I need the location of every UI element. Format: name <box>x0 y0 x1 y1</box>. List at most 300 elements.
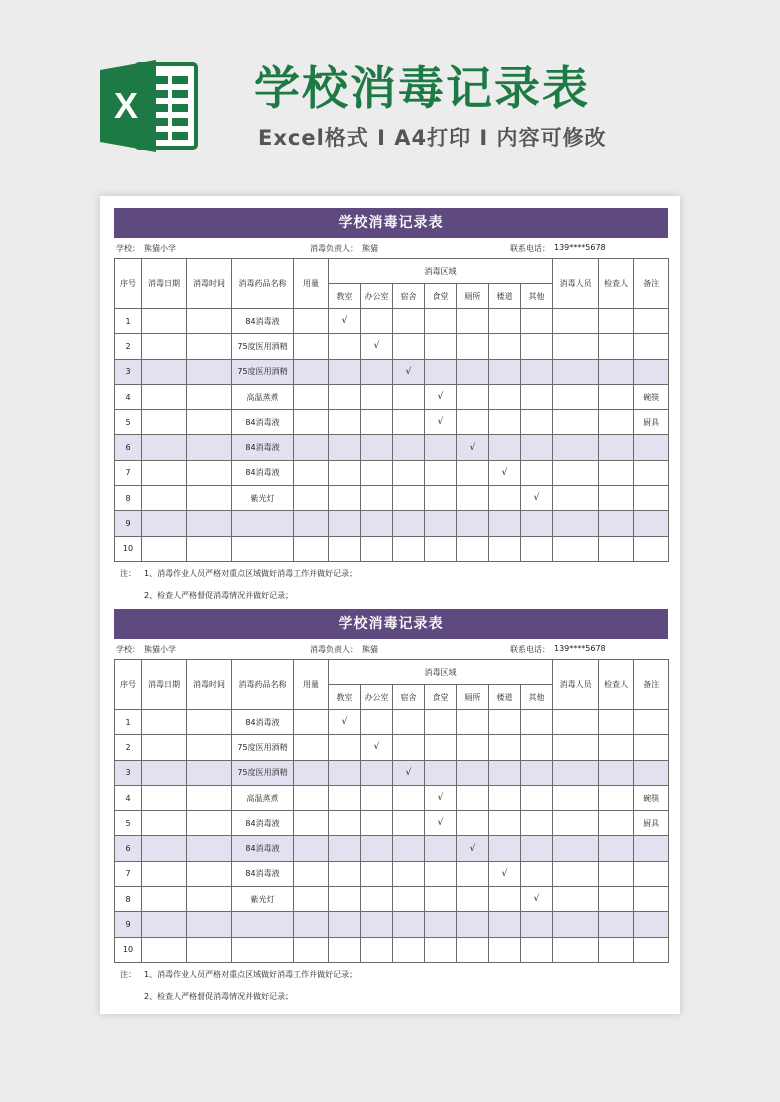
cell-remark <box>634 359 669 384</box>
cell-remark: 碗筷 <box>634 785 669 810</box>
cell-date <box>142 334 187 359</box>
cell-staff <box>553 912 599 937</box>
cell-seq: 4 <box>115 785 142 810</box>
notes <box>114 562 668 606</box>
cell-staff <box>553 460 599 485</box>
cell-area-check <box>329 410 361 435</box>
cell-area-check <box>457 486 489 511</box>
cell-area-check <box>425 486 457 511</box>
cell-seq: 9 <box>115 912 142 937</box>
cell-drug: 84消毒液 <box>232 836 294 861</box>
cell-area-check <box>329 486 361 511</box>
cell-area-check <box>329 760 361 785</box>
cell-area-check <box>489 735 521 760</box>
header-date: 消毒日期 <box>142 660 187 710</box>
header-drug: 消毒药品名称 <box>232 660 294 710</box>
table-row <box>115 887 669 912</box>
cell-staff <box>553 811 599 836</box>
cell-area-check <box>425 760 457 785</box>
cell-time <box>187 887 232 912</box>
header-area-item: 办公室 <box>361 685 393 710</box>
cell-area-check <box>457 735 489 760</box>
cell-staff <box>553 836 599 861</box>
cell-staff <box>553 309 599 334</box>
cell-area-check <box>425 887 457 912</box>
cell-area-check <box>361 460 393 485</box>
table-row <box>115 410 669 435</box>
cell-area-check <box>393 334 425 359</box>
cell-remark <box>634 460 669 485</box>
cell-area-check <box>329 435 361 460</box>
cell-area-check <box>329 334 361 359</box>
cell-staff <box>553 435 599 460</box>
table-row <box>115 486 669 511</box>
cell-amount <box>294 836 329 861</box>
cell-amount <box>294 760 329 785</box>
cell-date <box>142 760 187 785</box>
table-row <box>115 334 669 359</box>
cell-area-check <box>329 912 361 937</box>
cell-staff <box>553 861 599 886</box>
cell-remark <box>634 735 669 760</box>
cell-staff <box>553 887 599 912</box>
cell-area-check <box>489 511 521 536</box>
cell-area-check <box>425 334 457 359</box>
cell-seq: 6 <box>115 836 142 861</box>
cell-remark <box>634 334 669 359</box>
cell-area-check <box>361 309 393 334</box>
cell-date <box>142 309 187 334</box>
cell-time <box>187 861 232 886</box>
cell-area-check <box>393 410 425 435</box>
cell-area-check <box>521 536 553 561</box>
cell-date <box>142 384 187 409</box>
note-2: 2、检查人严格督促消毒情况并做好记录； <box>144 590 294 600</box>
cell-area-check <box>425 460 457 485</box>
cell-area-check <box>521 811 553 836</box>
cell-seq: 7 <box>115 861 142 886</box>
cell-inspector <box>599 486 634 511</box>
cell-area-check <box>329 359 361 384</box>
cell-area-check <box>457 511 489 536</box>
cell-area-check <box>329 735 361 760</box>
cell-inspector <box>599 460 634 485</box>
table-row <box>115 511 669 536</box>
cell-area-check <box>393 460 425 485</box>
header-row <box>115 660 669 685</box>
cell-area-check <box>425 359 457 384</box>
cell-inspector <box>599 309 634 334</box>
cell-date <box>142 785 187 810</box>
cell-area-check <box>521 861 553 886</box>
notes-label: 注： <box>120 969 136 979</box>
cell-area-check <box>329 536 361 561</box>
record-sheet-1 <box>114 208 668 606</box>
cell-area-check <box>425 435 457 460</box>
table-row <box>115 836 669 861</box>
cell-amount <box>294 359 329 384</box>
cell-time <box>187 536 232 561</box>
cell-inspector <box>599 887 634 912</box>
cell-area-check <box>521 384 553 409</box>
header-area-item: 宿舍 <box>393 284 425 309</box>
cell-seq: 10 <box>115 536 142 561</box>
cell-area-check <box>489 937 521 962</box>
cell-time <box>187 937 232 962</box>
table-row <box>115 937 669 962</box>
cell-inspector <box>599 785 634 810</box>
cell-time <box>187 435 232 460</box>
cell-area-check <box>361 785 393 810</box>
cell-inspector <box>599 861 634 886</box>
cell-area-check <box>489 410 521 435</box>
cell-drug: 75度医用酒精 <box>232 334 294 359</box>
cell-amount <box>294 309 329 334</box>
cell-area-check <box>521 334 553 359</box>
cell-area-check <box>457 861 489 886</box>
header-seq: 序号 <box>115 660 142 710</box>
cell-area-check <box>361 937 393 962</box>
manager-label: 消毒负责人： <box>310 244 358 253</box>
notes-label: 注： <box>120 568 136 578</box>
header-area: 消毒区域 <box>329 259 553 284</box>
cell-remark <box>634 861 669 886</box>
header-area-item: 厕所 <box>457 685 489 710</box>
cell-area-check <box>393 309 425 334</box>
paper-sheet <box>100 196 680 1014</box>
table-row <box>115 309 669 334</box>
cell-seq: 5 <box>115 811 142 836</box>
cell-area-check <box>521 359 553 384</box>
cell-area-check <box>361 710 393 735</box>
cell-area-check <box>393 536 425 561</box>
cell-area-check <box>457 887 489 912</box>
excel-logo-icon <box>100 58 200 154</box>
phone-value: 139****5678 <box>554 644 606 653</box>
header-date: 消毒日期 <box>142 259 187 309</box>
table-row <box>115 435 669 460</box>
cell-staff <box>553 735 599 760</box>
cell-amount <box>294 735 329 760</box>
cell-drug <box>232 511 294 536</box>
manager-label: 消毒负责人： <box>310 645 358 654</box>
cell-amount <box>294 410 329 435</box>
manager-value: 熊猫 <box>362 645 378 654</box>
cell-amount <box>294 937 329 962</box>
cell-amount <box>294 435 329 460</box>
cell-area-check: √ <box>489 460 521 485</box>
cell-area-check: √ <box>361 735 393 760</box>
cell-time <box>187 460 232 485</box>
cell-area-check <box>329 937 361 962</box>
header-area-item: 宿舍 <box>393 685 425 710</box>
cell-drug: 75度医用酒精 <box>232 735 294 760</box>
sheet-title: 学校消毒记录表 <box>114 609 668 639</box>
cell-area-check <box>521 912 553 937</box>
cell-inspector <box>599 410 634 435</box>
school-value: 熊猫小学 <box>144 244 176 253</box>
cell-remark <box>634 937 669 962</box>
cell-date <box>142 861 187 886</box>
cell-area-check <box>393 811 425 836</box>
cell-area-check: √ <box>489 861 521 886</box>
header-area-item: 楼道 <box>489 284 521 309</box>
header-inspector: 检查人 <box>599 660 634 710</box>
cell-area-check <box>393 785 425 810</box>
cell-time <box>187 912 232 937</box>
cell-staff <box>553 334 599 359</box>
cell-area-check <box>425 912 457 937</box>
cell-area-check <box>393 861 425 886</box>
cell-area-check <box>521 760 553 785</box>
cell-area-check <box>425 309 457 334</box>
cell-drug: 75度医用酒精 <box>232 760 294 785</box>
cell-staff <box>553 486 599 511</box>
cell-area-check <box>489 384 521 409</box>
sheet-title: 学校消毒记录表 <box>114 208 668 238</box>
cell-amount <box>294 486 329 511</box>
cell-seq: 2 <box>115 735 142 760</box>
cell-area-check <box>425 511 457 536</box>
header-remark: 备注 <box>634 259 669 309</box>
cell-staff <box>553 410 599 435</box>
cell-area-check <box>425 735 457 760</box>
cell-remark: 碗筷 <box>634 384 669 409</box>
header-remark: 备注 <box>634 660 669 710</box>
cell-area-check: √ <box>393 359 425 384</box>
cell-area-check: √ <box>329 710 361 735</box>
cell-area-check <box>521 836 553 861</box>
cell-seq: 3 <box>115 760 142 785</box>
cell-inspector <box>599 937 634 962</box>
cell-area-check <box>393 912 425 937</box>
table-row <box>115 384 669 409</box>
cell-remark <box>634 760 669 785</box>
cell-drug <box>232 536 294 561</box>
cell-date <box>142 511 187 536</box>
cell-area-check <box>329 785 361 810</box>
cell-area-check <box>393 710 425 735</box>
cell-inspector <box>599 536 634 561</box>
cell-time <box>187 359 232 384</box>
cell-remark: 厨具 <box>634 811 669 836</box>
cell-inspector <box>599 334 634 359</box>
header-area-item: 食堂 <box>425 685 457 710</box>
cell-area-check <box>425 937 457 962</box>
cell-drug: 高温蒸煮 <box>232 384 294 409</box>
header-seq: 序号 <box>115 259 142 309</box>
cell-time <box>187 735 232 760</box>
cell-date <box>142 937 187 962</box>
cell-area-check <box>393 735 425 760</box>
cell-remark <box>634 836 669 861</box>
cell-area-check <box>393 486 425 511</box>
cell-area-check <box>361 887 393 912</box>
cell-area-check <box>521 785 553 810</box>
cell-area-check <box>489 334 521 359</box>
cell-amount <box>294 887 329 912</box>
cell-drug: 紫光灯 <box>232 486 294 511</box>
header-inspector: 检查人 <box>599 259 634 309</box>
hero-banner <box>0 0 780 190</box>
cell-area-check <box>361 836 393 861</box>
header-area-item: 其他 <box>521 284 553 309</box>
cell-area-check <box>521 937 553 962</box>
cell-seq: 8 <box>115 486 142 511</box>
cell-area-check <box>457 785 489 810</box>
cell-drug <box>232 937 294 962</box>
cell-area-check <box>521 435 553 460</box>
cell-drug <box>232 912 294 937</box>
cell-area-check <box>361 486 393 511</box>
cell-area-check <box>329 861 361 886</box>
table-row <box>115 536 669 561</box>
info-row <box>114 639 668 659</box>
record-table <box>114 258 669 562</box>
cell-remark <box>634 486 669 511</box>
cell-area-check <box>329 887 361 912</box>
cell-area-check <box>425 861 457 886</box>
cell-seq: 6 <box>115 435 142 460</box>
cell-amount <box>294 861 329 886</box>
cell-inspector <box>599 384 634 409</box>
cell-time <box>187 309 232 334</box>
cell-area-check <box>361 410 393 435</box>
cell-time <box>187 710 232 735</box>
cell-area-check <box>393 887 425 912</box>
cell-time <box>187 811 232 836</box>
cell-seq: 5 <box>115 410 142 435</box>
phone-label: 联系电话： <box>510 244 550 253</box>
cell-area-check <box>393 511 425 536</box>
cell-date <box>142 435 187 460</box>
cell-amount <box>294 811 329 836</box>
cell-area-check <box>361 359 393 384</box>
cell-inspector <box>599 511 634 536</box>
cell-time <box>187 334 232 359</box>
table-row <box>115 811 669 836</box>
cell-area-check <box>457 811 489 836</box>
cell-area-check <box>457 410 489 435</box>
svg-text:X: X <box>113 85 139 126</box>
table-row <box>115 460 669 485</box>
header-drug: 消毒药品名称 <box>232 259 294 309</box>
cell-area-check <box>489 836 521 861</box>
cell-area-check <box>521 735 553 760</box>
cell-area-check: √ <box>393 760 425 785</box>
table-row <box>115 735 669 760</box>
header-area-item: 教室 <box>329 284 361 309</box>
cell-drug: 高温蒸煮 <box>232 785 294 810</box>
cell-area-check <box>489 710 521 735</box>
cell-remark <box>634 435 669 460</box>
cell-area-check <box>361 811 393 836</box>
school-label: 学校： <box>116 645 140 654</box>
cell-remark <box>634 912 669 937</box>
cell-date <box>142 486 187 511</box>
note-2: 2、检查人严格督促消毒情况并做好记录； <box>144 991 294 1001</box>
cell-area-check <box>393 937 425 962</box>
cell-amount <box>294 511 329 536</box>
cell-area-check <box>489 912 521 937</box>
cell-remark <box>634 511 669 536</box>
note-1: 1、消毒作业人员严格对重点区域做好消毒工作并做好记录； <box>144 568 358 578</box>
cell-time <box>187 410 232 435</box>
cell-remark <box>634 536 669 561</box>
cell-staff <box>553 710 599 735</box>
header-area: 消毒区域 <box>329 660 553 685</box>
cell-staff <box>553 937 599 962</box>
cell-seq: 10 <box>115 937 142 962</box>
cell-area-check <box>489 811 521 836</box>
cell-drug: 84消毒液 <box>232 861 294 886</box>
header-row <box>115 259 669 284</box>
header-time: 消毒时间 <box>187 660 232 710</box>
cell-drug: 84消毒液 <box>232 410 294 435</box>
record-table <box>114 659 669 963</box>
cell-area-check <box>457 760 489 785</box>
cell-time <box>187 836 232 861</box>
table-row <box>115 359 669 384</box>
info-row <box>114 238 668 258</box>
cell-area-check: √ <box>425 410 457 435</box>
cell-seq: 7 <box>115 460 142 485</box>
cell-staff <box>553 760 599 785</box>
cell-area-check <box>457 359 489 384</box>
cell-area-check: √ <box>425 785 457 810</box>
cell-date <box>142 536 187 561</box>
cell-area-check: √ <box>521 486 553 511</box>
cell-staff <box>553 511 599 536</box>
cell-time <box>187 760 232 785</box>
cell-remark: 厨具 <box>634 410 669 435</box>
cell-amount <box>294 785 329 810</box>
cell-area-check <box>329 384 361 409</box>
cell-area-check <box>393 384 425 409</box>
cell-date <box>142 460 187 485</box>
cell-amount <box>294 710 329 735</box>
cell-date <box>142 836 187 861</box>
header-area-item: 食堂 <box>425 284 457 309</box>
cell-amount <box>294 384 329 409</box>
cell-inspector <box>599 710 634 735</box>
cell-area-check <box>521 309 553 334</box>
cell-area-check <box>489 309 521 334</box>
school-label: 学校： <box>116 244 140 253</box>
cell-drug: 紫光灯 <box>232 887 294 912</box>
cell-time <box>187 511 232 536</box>
cell-inspector <box>599 811 634 836</box>
cell-date <box>142 410 187 435</box>
cell-seq: 8 <box>115 887 142 912</box>
cell-date <box>142 710 187 735</box>
cell-drug: 84消毒液 <box>232 309 294 334</box>
header-staff: 消毒人员 <box>553 259 599 309</box>
cell-seq: 1 <box>115 309 142 334</box>
cell-area-check <box>489 359 521 384</box>
cell-area-check <box>457 937 489 962</box>
cell-date <box>142 912 187 937</box>
cell-area-check <box>489 887 521 912</box>
cell-seq: 2 <box>115 334 142 359</box>
cell-amount <box>294 334 329 359</box>
cell-drug: 84消毒液 <box>232 435 294 460</box>
cell-area-check <box>361 760 393 785</box>
cell-area-check <box>361 384 393 409</box>
cell-area-check: √ <box>425 811 457 836</box>
cell-area-check <box>489 536 521 561</box>
cell-area-check <box>489 435 521 460</box>
